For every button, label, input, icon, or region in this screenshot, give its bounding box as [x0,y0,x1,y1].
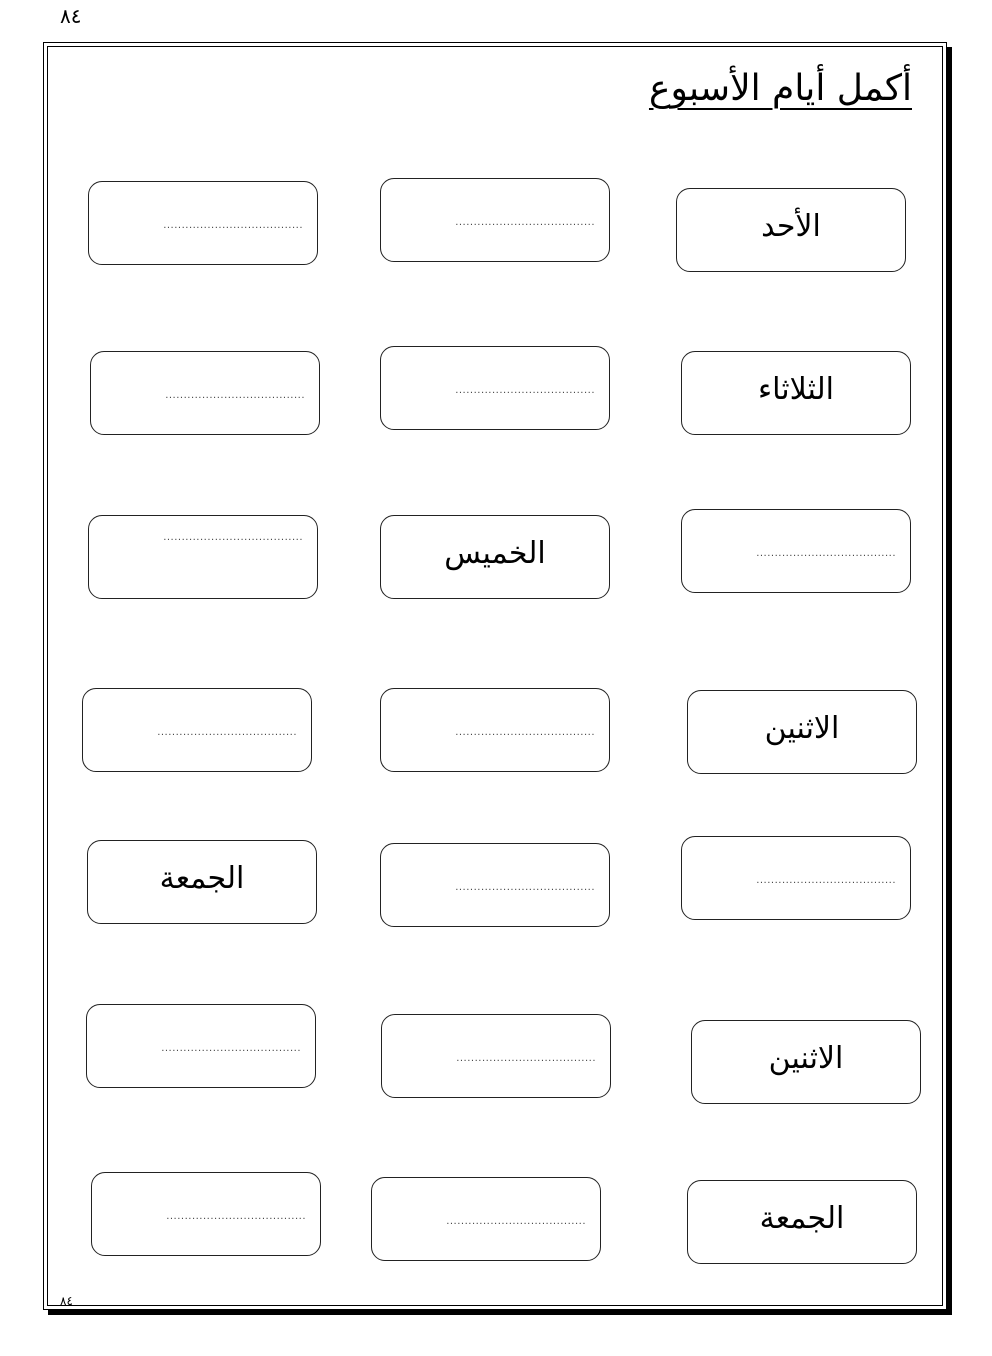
blank-line: ...................................... [756,548,896,559]
day-box [380,515,610,599]
blank-line: ...................................... [455,882,595,893]
answer-box[interactable] [380,688,610,772]
answer-box[interactable] [88,515,318,599]
blank-line: ...................................... [455,727,595,738]
day-label: الجمعة [159,861,245,896]
page-number-top: ٨٤ [60,4,82,28]
answer-box[interactable] [380,843,610,927]
day-box [687,690,917,774]
day-label: الاثنين [764,711,840,746]
answer-box[interactable] [90,351,320,435]
page-number-bottom: ٨٤ [60,1294,73,1308]
blank-line: ...................................... [165,390,305,401]
blank-line: ...................................... [166,1211,306,1222]
blank-line: ...................................... [163,532,303,543]
day-label: الثلاثاء [757,372,835,407]
blank-line: ...................................... [756,875,896,886]
answer-box[interactable] [380,178,610,262]
blank-line: ...................................... [455,385,595,396]
answer-box[interactable] [88,181,318,265]
day-label: الخميس [444,536,546,571]
answer-box[interactable] [82,688,312,772]
answer-box[interactable] [86,1004,316,1088]
blank-line: ...................................... [157,727,297,738]
day-label: الجمعة [759,1201,845,1236]
blank-line: ...................................... [161,1043,301,1054]
blank-line: ...................................... [163,220,303,231]
day-box [681,351,911,435]
answer-box[interactable] [681,509,911,593]
day-box [687,1180,917,1264]
answer-box[interactable] [371,1177,601,1261]
worksheet-title: أكمل أيام الأسبوع [648,68,912,109]
blank-line: ...................................... [455,217,595,228]
answer-box[interactable] [380,346,610,430]
blank-line: ...................................... [446,1216,586,1227]
day-box [676,188,906,272]
answer-box[interactable] [681,836,911,920]
blank-line: ...................................... [456,1053,596,1064]
answer-box[interactable] [91,1172,321,1256]
day-box [691,1020,921,1104]
day-label: الأحد [761,209,821,244]
day-label: الاثنين [768,1041,844,1076]
answer-box[interactable] [381,1014,611,1098]
day-box [87,840,317,924]
